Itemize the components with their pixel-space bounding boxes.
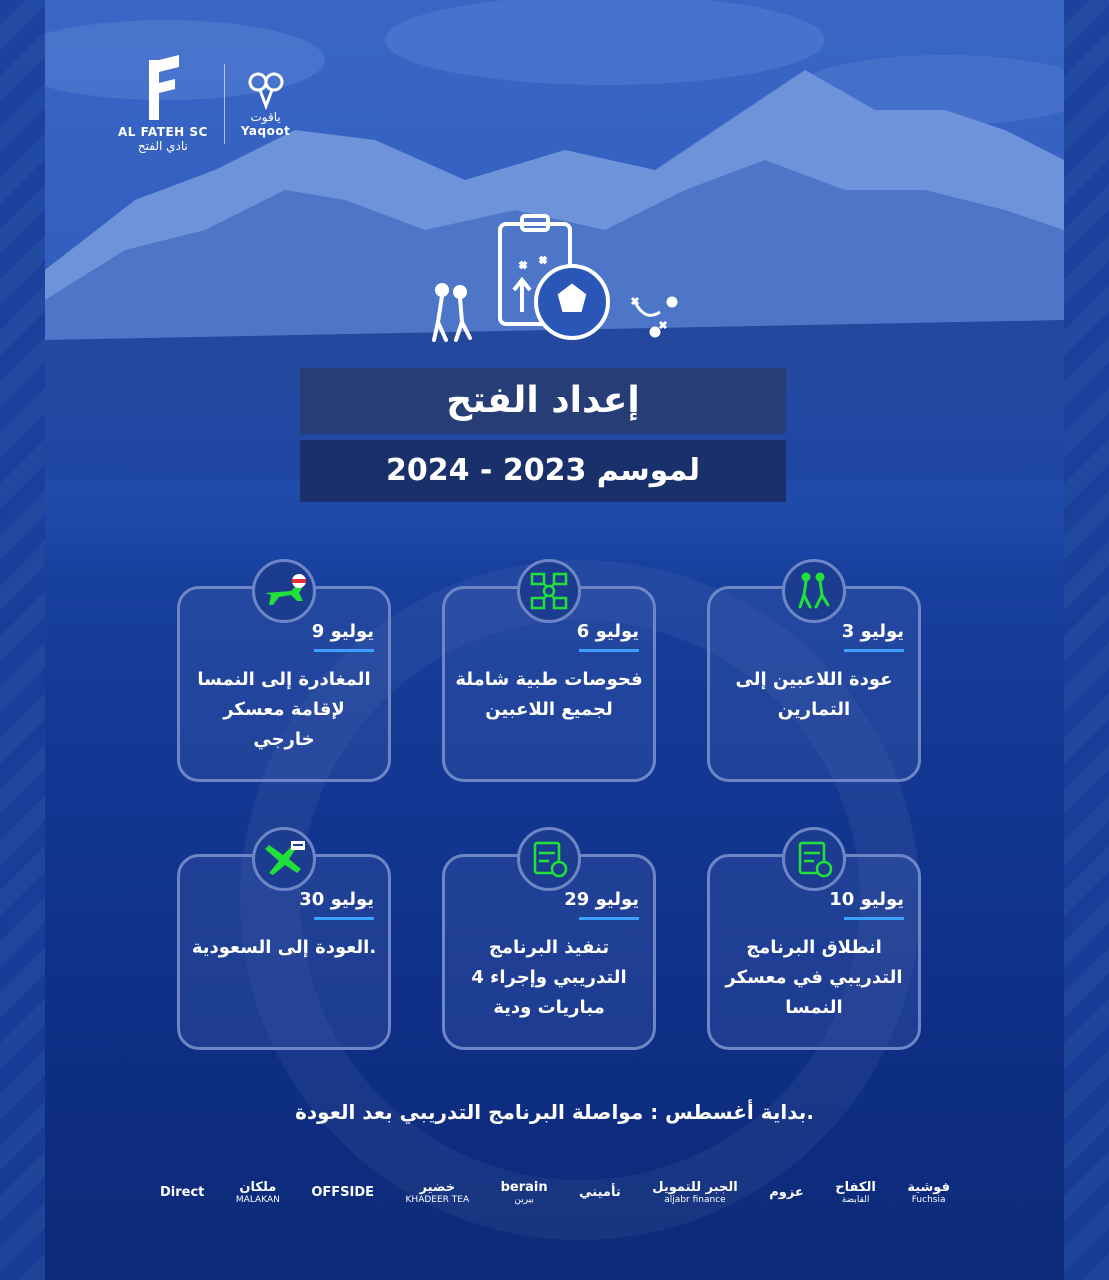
players-icon [434,285,470,340]
page-title: إعداد الفتح [300,368,786,434]
card-date: 9 يوليو [311,621,374,642]
card-date: 10 يوليو [829,889,904,910]
date-underline [314,917,374,920]
date-underline [844,917,904,920]
al-fateh-emblem-icon [143,55,183,125]
card-description: المغادرة إلى النمسا لإقامة معسكر خارجي [197,669,371,750]
card-date: 29 يوليو [564,889,639,910]
hero-icon-group [430,212,680,342]
date-underline [314,649,374,652]
card-date: 30 يوليو [299,889,374,910]
timeline-card-jul-9 [177,586,391,782]
timeline-card-jul-29 [442,854,656,1050]
sponsor-kifah-logo: الكفاح القابضة [835,1180,876,1205]
sponsor-malakan-logo: ملكان MALAKAN [235,1180,280,1205]
card-description: العودة إلى السعودية. [191,937,377,958]
sponsor-khadeer-logo: خضير KHADEER TEA [405,1180,470,1205]
plane-saudi-icon [252,827,316,891]
date-underline [579,917,639,920]
sponsor-azoom-logo: عزوم [769,1185,804,1200]
sponsor-berain-logo: berain بيرين [500,1180,548,1205]
footer-note: بداية أغسطس : مواصلة البرنامج التدريبي بعد العودة. [295,1100,814,1124]
logo-divider [224,64,225,144]
left-stripes [0,0,45,1280]
players-walking-icon [782,559,846,623]
al-fateh-logo [118,55,208,153]
sponsor-bar [160,1180,950,1205]
card-description: تنفيذ البرنامج التدريبي وإجراء 4 مباريات ودية [471,937,627,1018]
medical-network-icon [517,559,581,623]
sponsor-taminy-logo: تأميني [579,1185,621,1200]
card-description: عودة اللاعبين إلى التمارين [735,669,893,720]
tactics-board-icon [782,827,846,891]
yaqoot-emblem-icon [246,70,286,110]
sponsor-offside-logo: OFFSIDE [311,1185,375,1200]
tactics-board-icon [517,827,581,891]
yaqoot-logo [241,70,291,138]
sponsor-fuchsia-logo: فوشية Fuchsia [907,1180,950,1205]
club-name-en: AL FATEH SC [118,125,208,139]
partner-name-ar: ياقوت [250,110,281,124]
timeline-card-jul-10 [707,854,921,1050]
date-underline [844,649,904,652]
timeline-card-jul-6 [442,586,656,782]
clipboard-ball-icon [500,216,608,338]
timeline-card-jul-3 [707,586,921,782]
header-logos [118,55,290,153]
partner-name-en: Yaqoot [240,124,291,138]
season-subtitle: لموسم 2023 - 2024 [300,440,786,502]
club-name-ar: نادي الفتح [137,139,188,153]
sponsor-direct-logo: Direct [160,1185,205,1200]
tactics-icon [632,298,676,336]
plane-austria-icon [252,559,316,623]
card-date: 3 يوليو [841,621,904,642]
card-description: فحوصات طبية شاملة لجميع اللاعبين [455,669,643,720]
card-description: انطلاق البرنامج التدريبي في معسكر النمسا [725,937,903,1018]
sponsor-aljabr-logo: الجبر للتمويل aljabr finance [652,1180,738,1205]
date-underline [579,649,639,652]
card-date: 6 يوليو [576,621,639,642]
timeline-card-jul-30 [177,854,391,1050]
right-stripes [1064,0,1109,1280]
